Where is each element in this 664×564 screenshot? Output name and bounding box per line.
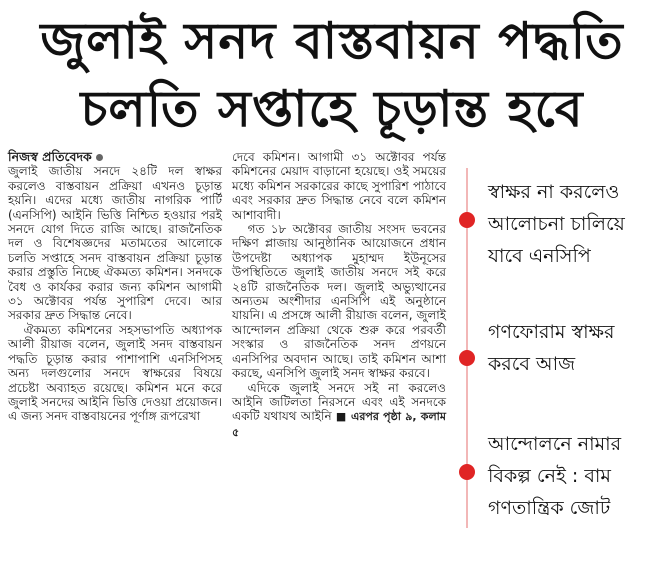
sidebar-item: গণফোরাম স্বাক্ষর করবে আজ <box>488 321 615 375</box>
paragraph: গত ১৮ অক্টোবর জাতীয় সংসদ ভবনের দক্ষিণ প্লাজায় আনুষ্ঠানিক আয়োজনে প্রধান উপদেষ্টা অধ্যাপক মুহাম্মদ ইউনূসের উপস্থিতিতে জুলাই জাতীয় সনদে সই করে ২৪টি রাজনৈতিক দল। জুলাই অভ্যুত্থানের অন্যতম অংশীদার এনসিপি এই অনুষ্ঠানে যায়নি। এ প্রসঙ্গে আলী রীয়াজ বলেন, জুলাই আন্দোলন প্রক্রিয়া থেকে শুরু করে পরবর্তী সংস্কার ও রাজনৈতিক সনদ প্রণয়নে এনসিপির অবদান আছে। তাই কমিশন আশা করছে, এনসিপি জুলাই সনদ স্বাক্ষর করবে। <box>232 222 446 381</box>
continued-reference[interactable]: ■ এরপর পৃষ্ঠা ৯, কলাম ৫ <box>232 410 446 439</box>
timeline-dot-icon <box>459 212 475 228</box>
paragraph <box>232 381 446 441</box>
byline-bullet-icon <box>96 154 103 161</box>
paragraph-text: এদিকে জুলাই সনদে সই না করলেও আইনি জটিলতা নিরসনে এবং এই সনদকে একটি যথাযথ আইনি <box>232 380 446 424</box>
headline-line-1: জুলাই সনদ বাস্তবায়ন পদ্ধতি <box>40 12 624 70</box>
article-column-2 <box>232 150 446 440</box>
highlights-sidebar <box>458 150 662 560</box>
timeline-dot-icon <box>459 464 475 480</box>
byline <box>8 150 222 164</box>
continued-text: এরপর পৃষ্ঠা ৯, কলাম ৫ <box>232 410 446 439</box>
article-column-1 <box>8 150 222 424</box>
timeline-dot-icon <box>459 350 475 366</box>
headline-line-2: চলতি সপ্তাহে চূড়ান্ত হবে <box>80 80 584 138</box>
paragraph: ঐকমত্য কমিশনের সহসভাপতি অধ্যাপক আলী রীয়াজ বলেন, জুলাই সনদ বাস্তবায়ন পদ্ধতি চূড়ান্ত করার পাশাপাশি এনসিপিসহ অন্য দলগুলোর সনদে স্বাক্ষরের বিষয়ে প্রচেষ্টা অব্যাহত রয়েছে। কমিশন মনে করে জুলাই সনদের আইনি ভিত্তি দেওয়া প্রয়োজন। এ জন্য সনদ বাস্তবায়নের পূর্ণাঙ্গ রূপরেখা <box>8 322 222 424</box>
sidebar-item: আন্দোলনে নামার বিকল্প নেই : বাম গণতান্ত্রিক জোট <box>488 433 622 519</box>
paragraph: দেবে কমিশন। আগামী ৩১ অক্টোবর পর্যন্ত কমিশনের মেয়াদ বাড়ানো হয়েছে। ওই সময়ের মধ্যে কমিশন সরকারের কাছে সুপারিশ পাঠাবে এবং সরকার দ্রুত সিদ্ধান্ত নেবে বলে কমিশন আশাবাদী। <box>232 150 446 222</box>
paragraph: জুলাই জাতীয় সনদে ২৪টি দল স্বাক্ষর করলেও বাস্তবায়ন প্রক্রিয়া এখনও চূড়ান্ত হয়নি। এদের মধ্যে জাতীয় নাগরিক পার্টি (এনসিপি) আইনি ভিত্তি নিশ্চিত হওয়ার পরই সনদে যোগ দিতে রাজি আছে। রাজনৈতিক দল ও বিশেষজ্ঞদের মতামতের আলোকে চলতি সপ্তাহে সনদ বাস্তবায়ন প্রক্রিয়া চূড়ান্ত করার প্রস্তুতি নিচ্ছে ঐকমত্য কমিশন। সনদকে বৈধ ও কার্যকর করার জন্য কমিশন আগামী ৩১ অক্টোবর পর্যন্ত সুপারিশ দেবে। আর সরকার দ্রুত সিদ্ধান্ত নেবে। <box>8 164 222 323</box>
byline-text: নিজস্ব প্রতিবেদক <box>8 149 92 164</box>
sidebar-item: স্বাক্ষর না করলেও আলোচনা চালিয়ে যাবে এনসিপি <box>488 181 625 267</box>
